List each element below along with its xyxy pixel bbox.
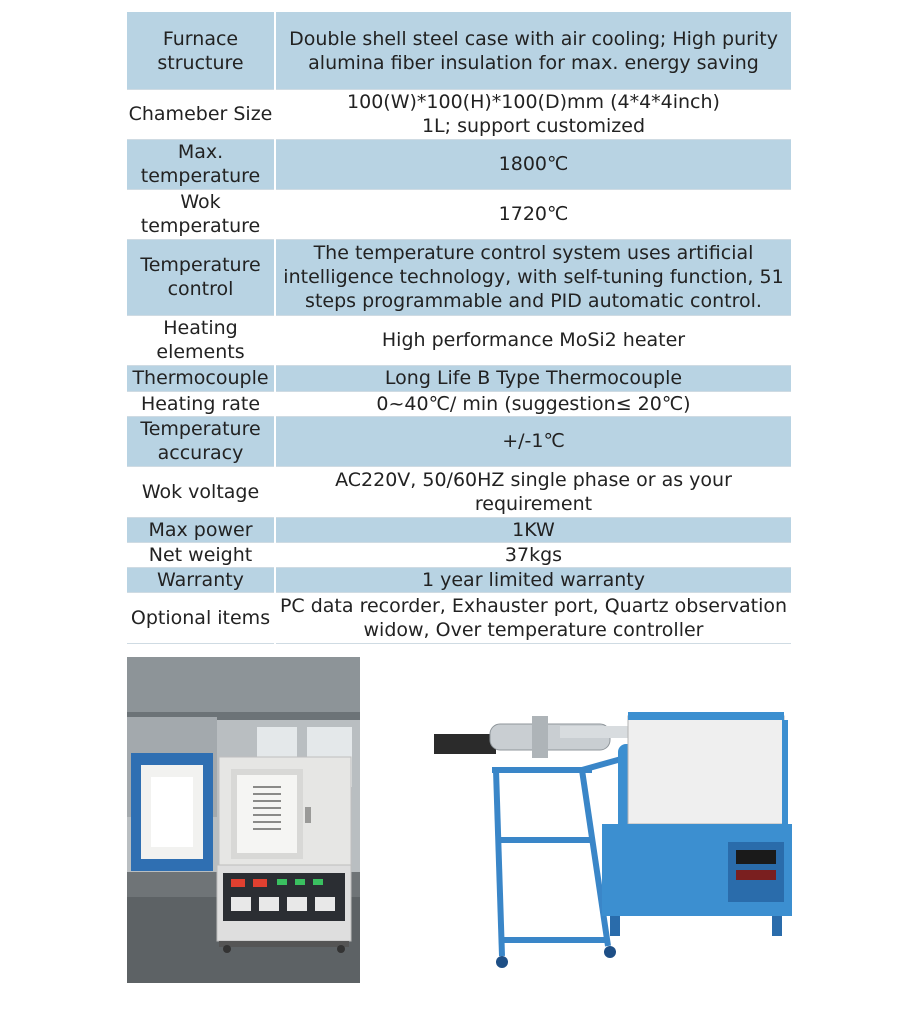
spec-label: Heating elements — [127, 315, 275, 365]
muffle-furnace-illustration — [127, 657, 360, 983]
spec-value: 37kgs — [275, 542, 791, 567]
spec-row — [127, 517, 791, 542]
spec-row — [127, 542, 791, 567]
spec-label: Net weight — [127, 542, 275, 567]
tube-furnace-illustration — [432, 700, 792, 980]
spec-row — [127, 13, 791, 89]
spec-label: Wok voltage — [127, 466, 275, 517]
spec-label: Thermocouple — [127, 365, 275, 391]
spec-table — [127, 12, 791, 644]
spec-row — [127, 189, 791, 239]
spec-label: Warranty — [127, 567, 275, 592]
spec-value: High performance MoSi2 heater — [275, 315, 791, 365]
spec-value: Double shell steel case with air cooling; High purity alumina fiber insulation for max. energy saving — [275, 13, 791, 89]
spec-value: 100(W)*100(H)*100(D)mm (4*4*4inch) 1L; support customized — [275, 89, 791, 139]
tube-furnace-photo — [432, 700, 792, 980]
spec-value: AC220V, 50/60HZ single phase or as your requirement — [275, 466, 791, 517]
spec-row — [127, 139, 791, 189]
spec-row — [127, 315, 791, 365]
spec-row — [127, 89, 791, 139]
spec-value: Long Life B Type Thermocouple — [275, 365, 791, 391]
spec-label: Wok temperature — [127, 189, 275, 239]
muffle-furnace-photo — [127, 657, 360, 983]
spec-label: Chameber Size — [127, 89, 275, 139]
spec-row — [127, 391, 791, 416]
spec-row — [127, 416, 791, 466]
spec-value: 0~40℃/ min (suggestion≤ 20℃) — [275, 391, 791, 416]
spec-value: The temperature control system uses artificial intelligence technology, with self-tuning function, 51 steps programmable and PID automatic control. — [275, 239, 791, 315]
spec-row — [127, 567, 791, 592]
spec-row — [127, 365, 791, 391]
spec-label: Optional items — [127, 592, 275, 643]
spec-row — [127, 239, 791, 315]
spec-label: Temperature accuracy — [127, 416, 275, 466]
spec-label: Max. temperature — [127, 139, 275, 189]
spec-row — [127, 466, 791, 517]
spec-value: 1KW — [275, 517, 791, 542]
spec-value: 1 year limited warranty — [275, 567, 791, 592]
spec-value: 1720℃ — [275, 189, 791, 239]
spec-row — [127, 592, 791, 643]
spec-label: Heating rate — [127, 391, 275, 416]
spec-label: Temperature control — [127, 239, 275, 315]
spec-label: Max power — [127, 517, 275, 542]
spec-value: 1800℃ — [275, 139, 791, 189]
spec-value: PC data recorder, Exhauster port, Quartz observation widow, Over temperature controller — [275, 592, 791, 643]
spec-label: Furnace structure — [127, 13, 275, 89]
spec-value: +/-1℃ — [275, 416, 791, 466]
